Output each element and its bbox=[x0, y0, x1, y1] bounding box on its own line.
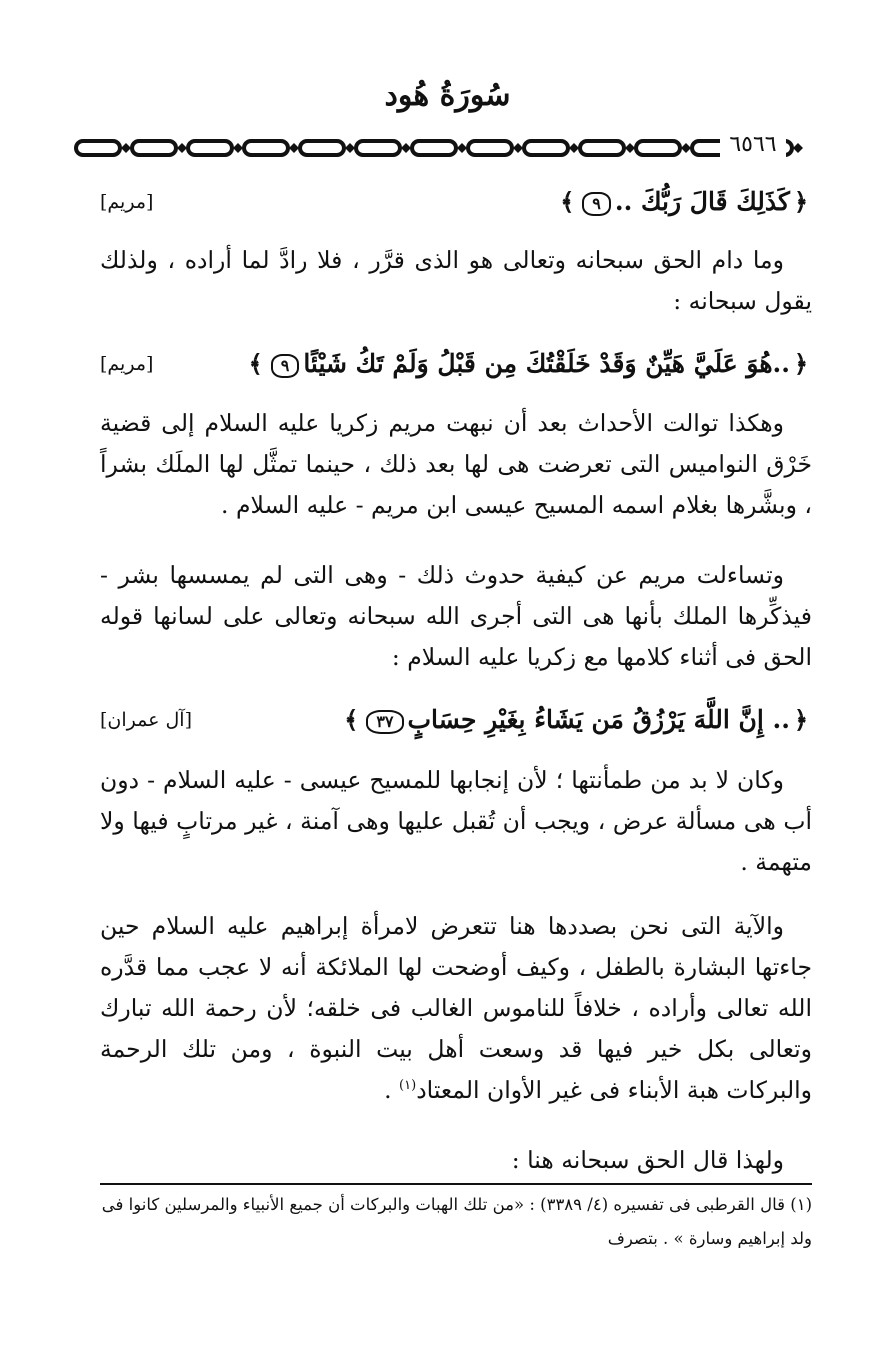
verse-number: ٣٧ bbox=[366, 710, 403, 734]
paragraph-text: وما دام الحق سبحانه وتعالى هو الذى قرَّر ، فلا رادَّ لما أراده ، ولذلك يقول سبحانه : bbox=[100, 246, 812, 315]
chain-link bbox=[300, 141, 344, 155]
verse-text: .. إِنَّ اللَّهَ يَرْزُقُ مَن يَشَاءُ بِغَيْرِ حِسَابٍ bbox=[407, 705, 790, 734]
chain-diamond bbox=[401, 143, 411, 153]
paragraph-text: وتساءلت مريم عن كيفية حدوث ذلك - وهى التى لم يمسسها بشر - فيذكِّرها الملك بأنها هى التى أجرى الله سبحانه وتعالى على لسانها قوله الحق فى أثناء كلامها مع زكريا عليه السلام : bbox=[100, 561, 812, 671]
paragraph bbox=[100, 555, 812, 678]
verse-source: [مريم] bbox=[100, 353, 154, 375]
verse-number: ٩ bbox=[271, 354, 300, 378]
verse-number: ٩ bbox=[582, 192, 611, 216]
paragraph bbox=[100, 906, 812, 1111]
chain-diamond bbox=[345, 143, 355, 153]
chain-link bbox=[188, 141, 232, 155]
verse-source: [مريم] bbox=[100, 191, 154, 213]
footnote bbox=[100, 1188, 812, 1256]
quran-verse bbox=[100, 700, 812, 740]
chain-link bbox=[244, 141, 288, 155]
paragraph-text: وكان لا بد من طمأنتها ؛ لأن إنجابها للمسيح عيسى - عليه السلام - دون أب هى مسألة عرض ، ويجب أن تُقبل عليها وهى آمنة ، غير مرتابٍ فيها ولا متهمة . bbox=[100, 766, 812, 876]
paragraph bbox=[100, 1140, 812, 1181]
chain-diamond bbox=[681, 143, 691, 153]
paragraph bbox=[100, 240, 812, 322]
verse-open-bracket: ﴿ bbox=[793, 349, 808, 378]
chain-diamond bbox=[233, 143, 243, 153]
paragraph-text: ولهذا قال الحق سبحانه هنا : bbox=[511, 1146, 784, 1174]
chain-diamond bbox=[625, 143, 635, 153]
paragraph-end: . bbox=[384, 1076, 400, 1104]
paragraph-body: والآية التى نحن بصددها هنا تتعرض لامرأة إبراهيم عليه السلام حين جاءتها البشارة بالطفل ، وكيف أوضحت لها الملائكة أنه لا عجب مما قدَّره الله تعالى وأراده ، خلافاً للناموس الغالب فى خلقه؛ لأن رحمة الله تبارك وتعالى بكل خير فيها قد وسعت أهل بيت النبوة ، ومن تلك الرحمة والبركات هبة الأبناء فى غير الأوان المعتاد bbox=[100, 912, 812, 1104]
verse-open-bracket: ﴿ bbox=[793, 187, 808, 216]
verse-text: كَذَلِكَ قَالَ رَبُّكَ .. bbox=[614, 187, 790, 216]
chain-link bbox=[468, 141, 512, 155]
paragraph-text: وهكذا توالت الأحداث بعد أن نبهت مريم زكريا عليه السلام إلى قضية خَرْق النواميس التى تعرضت هى لها بعد ذلك ، حينما تمثَّل لها الملَك بشراً ، وبشَّرها بغلام اسمه المسيح عيسى ابن مريم - عليه السلام . bbox=[100, 409, 812, 519]
verse-close-bracket: ﴾ bbox=[344, 705, 359, 734]
surah-title: سُورَةُ هُود bbox=[384, 78, 511, 113]
chain-link bbox=[132, 141, 176, 155]
chain-diamond bbox=[793, 143, 803, 153]
verse-source: [آل عمران] bbox=[100, 709, 192, 731]
verse-open-bracket: ﴿ bbox=[793, 705, 808, 734]
chain-link bbox=[76, 141, 120, 155]
chain-diamond bbox=[457, 143, 467, 153]
quran-verse bbox=[100, 182, 812, 222]
page-number: ٦٥٦٦ bbox=[720, 131, 786, 159]
chain-link bbox=[524, 141, 568, 155]
footnote-divider bbox=[100, 1183, 812, 1185]
chain-diamond bbox=[177, 143, 187, 153]
ornamental-divider bbox=[72, 136, 832, 160]
chain-diamond bbox=[513, 143, 523, 153]
paragraph-text bbox=[100, 906, 812, 1111]
chain-link bbox=[636, 141, 680, 155]
chain-diamond bbox=[121, 143, 131, 153]
verse-text: ..هُوَ عَلَيَّ هَيِّنٌ وَقَدْ خَلَقْتُكَ مِن قَبْلُ وَلَمْ تَكُ شَيْئًا bbox=[303, 349, 790, 378]
chain-link bbox=[356, 141, 400, 155]
paragraph bbox=[100, 760, 812, 883]
quran-verse bbox=[100, 344, 812, 384]
chain-diamond bbox=[569, 143, 579, 153]
footnote-line: ولد إبراهيم وسارة » . بتصرف bbox=[607, 1229, 812, 1248]
chain-ornament bbox=[72, 136, 832, 160]
chain-link bbox=[412, 141, 456, 155]
footnote-marker[interactable]: (١) bbox=[399, 1078, 417, 1094]
verse-close-bracket: ﴾ bbox=[560, 187, 575, 216]
paragraph bbox=[100, 403, 812, 526]
chain-link bbox=[580, 141, 624, 155]
chain-diamond bbox=[289, 143, 299, 153]
footnote-line: (١) قال القرطبى فى تفسيره (٤/ ٣٣٨٩) : «من تلك الهبات والبركات أن جميع الأنبياء والمرسلين كانوا فى bbox=[101, 1195, 812, 1214]
verse-close-bracket: ﴾ bbox=[248, 349, 263, 378]
